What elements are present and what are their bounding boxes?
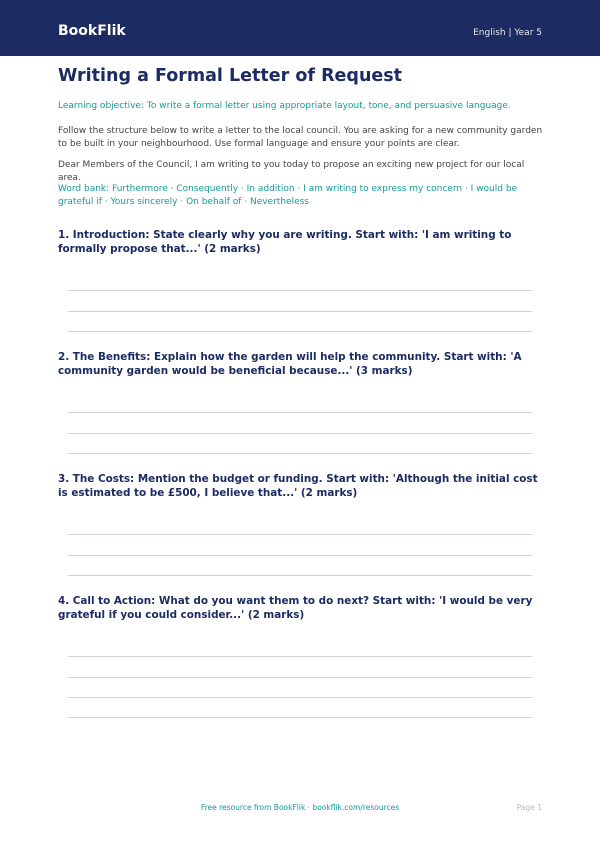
letter-opening: Dear Members of the Council, I am writing to you today to propose an exciting new project for our local area. [58,160,525,183]
question-3: 3. The Costs: Mention the budget or funding. Start with: 'Although the initial cost is estimated to be £500, I believe that...' (2 marks) [58,473,538,499]
answer-line[interactable] [68,656,532,657]
answer-line[interactable] [68,555,532,556]
answer-line[interactable] [68,412,532,413]
answer-line[interactable] [68,433,532,434]
page-title: Writing a Formal Letter of Request [58,66,403,86]
question-2: 2. The Benefits: Explain how the garden will help the community. Start with: 'A community garden would be beneficial because...' (3 marks) [58,351,522,377]
footer-source-link[interactable]: Free resource from BookFlik · bookflik.com/resources [200,803,400,812]
page-header [0,0,600,56]
subject-year-label: English | Year 5 [473,28,542,38]
answer-line[interactable] [68,453,532,454]
question-4: 4. Call to Action: What do you want them to do next? Start with: 'I would be very grateful if you could consider...' (2 marks) [58,595,533,621]
answer-line[interactable] [68,697,532,698]
brand-logo[interactable]: BookFlik [58,23,126,39]
learning-objective: Learning objective: To write a formal letter using appropriate layout, tone, and persuasive language. [58,101,511,111]
answer-line[interactable] [68,575,532,576]
answer-line[interactable] [68,331,532,332]
question-1: 1. Introduction: State clearly why you are writing. Start with: 'I am writing to formally propose that...' (2 marks) [58,229,512,255]
answer-line[interactable] [68,290,532,291]
answer-line[interactable] [68,311,532,312]
page-footer [0,803,600,815]
page-number: Page 1 [516,803,542,812]
instructions-text: Follow the structure below to write a letter to the local council. You are asking for a new community garden to be built in your neighbourhood. Use formal language and ensure your points are clear. [58,126,543,149]
answer-line[interactable] [68,677,532,678]
word-bank: Word bank: Furthermore · Consequently · In addition · I am writing to express my concern · I would be grateful if · Yours sincerely · On behalf of · Nevertheless [58,184,518,207]
answer-line[interactable] [68,717,532,718]
answer-line[interactable] [68,534,532,535]
